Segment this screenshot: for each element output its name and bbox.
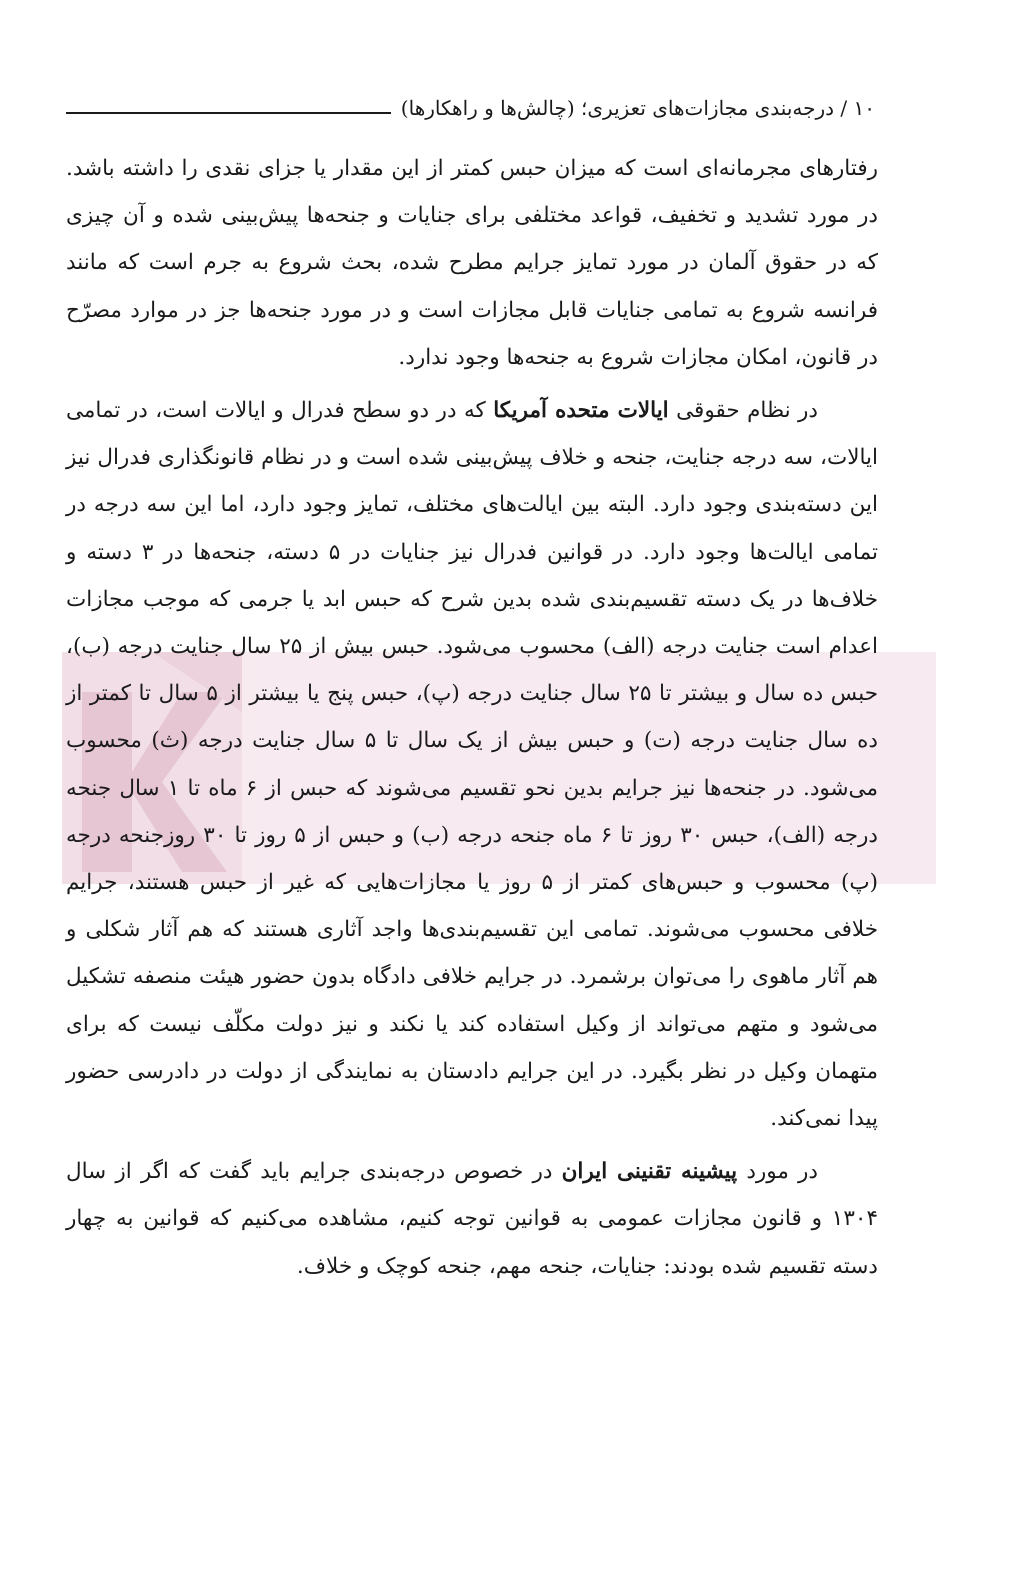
- paragraph-2-bold-term: ایالات متحده آمریکا: [493, 398, 669, 424]
- header-rule: [66, 112, 391, 114]
- paragraph-3-lead: در مورد: [737, 1159, 818, 1185]
- paragraph-3-bold-term: پیشینه تقنینی ایران: [561, 1159, 738, 1185]
- header-title: ۱۰ / درجه‌بندی مجازات‌های تعزیری؛ (چالش‌ها و راهکارها): [400, 96, 875, 120]
- body-text: [66, 145, 878, 1296]
- paragraph-1-text: رفتارهای مجرمانه‌ای است که میزان حبس کمتر از این مقدار یا جزای نقدی را داشته باشد. در مورد تشدید و تخفیف، قواعد مختلفی برای جنایات و جنحه‌ها پیش‌بینی شده و آن چیزی که در حقوق آلمان در مورد تمایز جرایم مطرح شده، بحث شروع به جرم است که مانند فرانسه شروع به تمامی جنایات قابل مجازات است و در مورد جنحه‌ها جز در موارد مصرّح در قانون، امکان مجازات شروع به جنحه‌ها وجود ندارد.: [66, 156, 878, 370]
- paragraph-1: [66, 145, 878, 381]
- paragraph-3: [66, 1148, 878, 1290]
- paragraph-2: [66, 387, 878, 1142]
- running-header: [66, 84, 875, 118]
- paragraph-2-text: که در دو سطح فدرال و ایالات است، در تمامی ایالات، سه درجه جنایت، جنحه و خلاف پیش‌بینی شده است و در نظام قانونگذاری فدرال نیز این دسته‌بندی وجود دارد. البته بین ایالت‌های مختلف، تمایز وجود دارد، اما این سه درجه در تمامی ایالت‌ها وجود دارد. در قوانین فدرال نیز جنایات در ۵ دسته، جنحه‌ها در ۳ دسته و خلاف‌ها در یک دسته تقسیم‌بندی شده بدین شرح که حبس ابد یا جرمی که موجب مجازات اعدام است جنایت درجه (الف) محسوب می‌شود. حبس بیش از ۲۵ سال جنایت درجه (ب)، حبس ده سال و بیشتر تا ۲۵ سال جنایت درجه (پ)، حبس پنج یا بیشتر از ۵ سال تا کمتر از ده سال جنایت درجه (ت) و حبس بیش از یک سال تا ۵ سال جنایت درجه (ث) محسوب می‌شود. در جنحه‌ها نیز جرایم بدین نحو تقسیم می‌شوند که حبس از ۶ ماه تا ۱ سال جنحه درجه (الف)، حبس ۳۰ روز تا ۶ ماه جنحه درجه (ب) و حبس از ۵ روز تا ۳۰ روزجنحه درجه (پ) محسوب و حبس‌های کمتر از ۵ روز یا مجازات‌هایی که غیر از حبس هستند، جرایم خلافی محسوب می‌شوند. تمامی این تقسیم‌بندی‌ها واجد آثاری هستند که هم آثار شکلی و هم آثار ماهوی را می‌توان برشمرد. در جرایم خلافی دادگاه بدون حضور هیئت منصفه تشکیل می‌شود و متهم می‌تواند از وکیل استفاده کند یا نکند و نیز دولت مکلّف نیست که برای متهمان وکیل در نظر بگیرد. در این جرایم دادستان به نمایندگی از دولت در دادرسی حضور پیدا نمی‌کند.: [66, 398, 879, 1132]
- paragraph-2-lead: در نظام حقوقی: [668, 398, 818, 424]
- paragraph-3-text: در خصوص درجه‌بندی جرایم باید گفت که اگر از سال ۱۳۰۴ و قانون مجازات عمومی به قوانین توجه کنیم، مشاهده می‌کنیم که قوانین به چهار دسته تقسیم شده بودند: جنایات، جنحه مهم، جنحه کوچک و خلاف.: [66, 1159, 878, 1279]
